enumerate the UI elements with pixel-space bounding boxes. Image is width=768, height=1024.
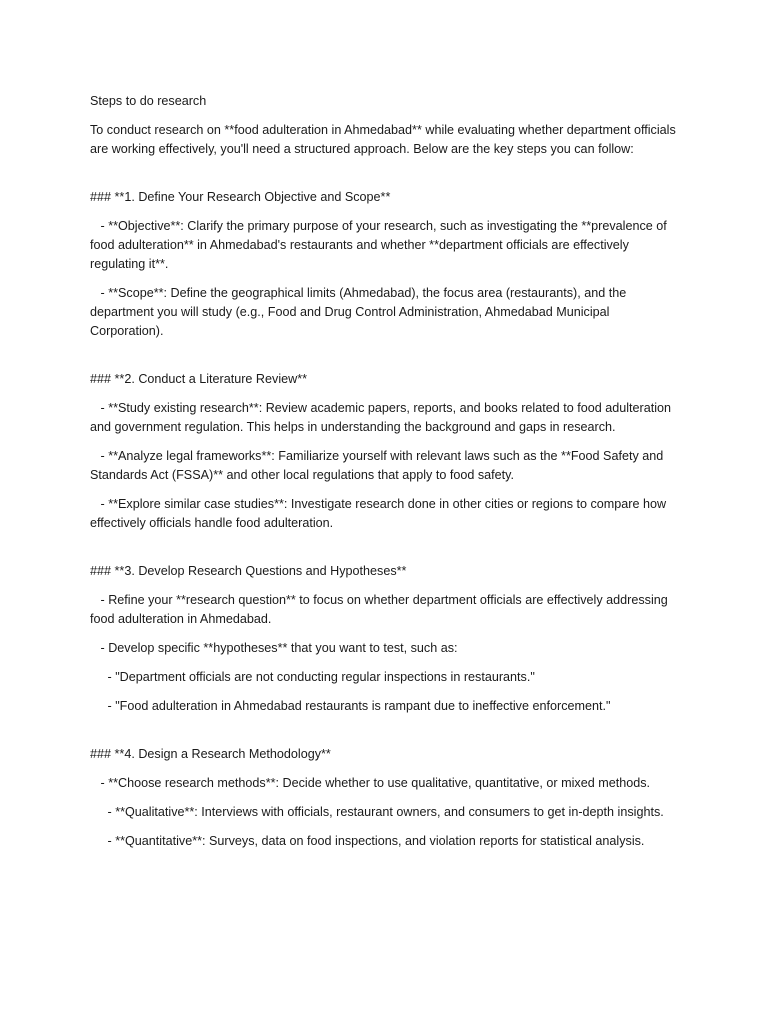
document-body: [90, 92, 682, 861]
section-2-item-legal: - **Analyze legal frameworks**: Familiarize yourself with relevant laws such as the **Food Safety and Standards Act (FSSA)** and other local regulations that apply to food safety.: [90, 449, 667, 482]
spacer: [90, 351, 682, 370]
section-2-item-study: - **Study existing research**: Review academic papers, reports, and books related to food adulteration and government regulation. This helps in understanding the background and gaps in research.: [90, 401, 675, 434]
section-2-heading: ### **2. Conduct a Literature Review**: [90, 372, 308, 386]
section-2-item-cases: - **Explore similar case studies**: Investigate research done in other cities or regions to compare how effectively officials handle food adulteration.: [90, 497, 670, 530]
spacer: [90, 169, 682, 188]
section-1-heading: ### **1. Define Your Research Objective and Scope**: [90, 190, 391, 204]
intro-paragraph: To conduct research on **food adulteration in Ahmedabad** while evaluating whether department officials are working effectively, you'll need a structured approach. Below are the key steps you can follow:: [90, 123, 680, 156]
section-4-heading: ### **4. Design a Research Methodology**: [90, 747, 331, 761]
section-4-item-quantitative: - **Quantitative**: Surveys, data on food inspections, and violation reports for statistical analysis.: [90, 834, 645, 848]
document-title: Steps to do research: [90, 94, 207, 108]
section-4-item-qualitative: - **Qualitative**: Interviews with officials, restaurant owners, and consumers to get in-depth insights.: [90, 805, 664, 819]
section-3-item-hypotheses: - Develop specific **hypotheses** that you want to test, such as:: [90, 641, 458, 655]
spacer: [90, 543, 682, 562]
spacer: [90, 726, 682, 745]
section-3-item-refine: - Refine your **research question** to focus on whether department officials are effectively addressing food adulteration in Ahmedabad.: [90, 593, 672, 626]
section-3-heading: ### **3. Develop Research Questions and Hypotheses**: [90, 564, 407, 578]
section-4-item-methods: - **Choose research methods**: Decide whether to use qualitative, quantitative, or mixed methods.: [90, 776, 651, 790]
section-1-item-scope: - **Scope**: Define the geographical limits (Ahmedabad), the focus area (restaurants), and the department you will study (e.g., Food and Drug Control Administration, Ahmedabad Municipal Corporation).: [90, 286, 630, 338]
section-3-item-hypothesis-2: - "Food adulteration in Ahmedabad restaurants is rampant due to ineffective enforcement.": [90, 699, 611, 713]
section-1-item-objective: - **Objective**: Clarify the primary purpose of your research, such as investigating the **prevalence of food adulteration** in Ahmedabad's restaurants and whether **department officials are effectively regulating it**.: [90, 219, 671, 271]
section-3-item-hypothesis-1: - "Department officials are not conducting regular inspections in restaurants.": [90, 670, 535, 684]
